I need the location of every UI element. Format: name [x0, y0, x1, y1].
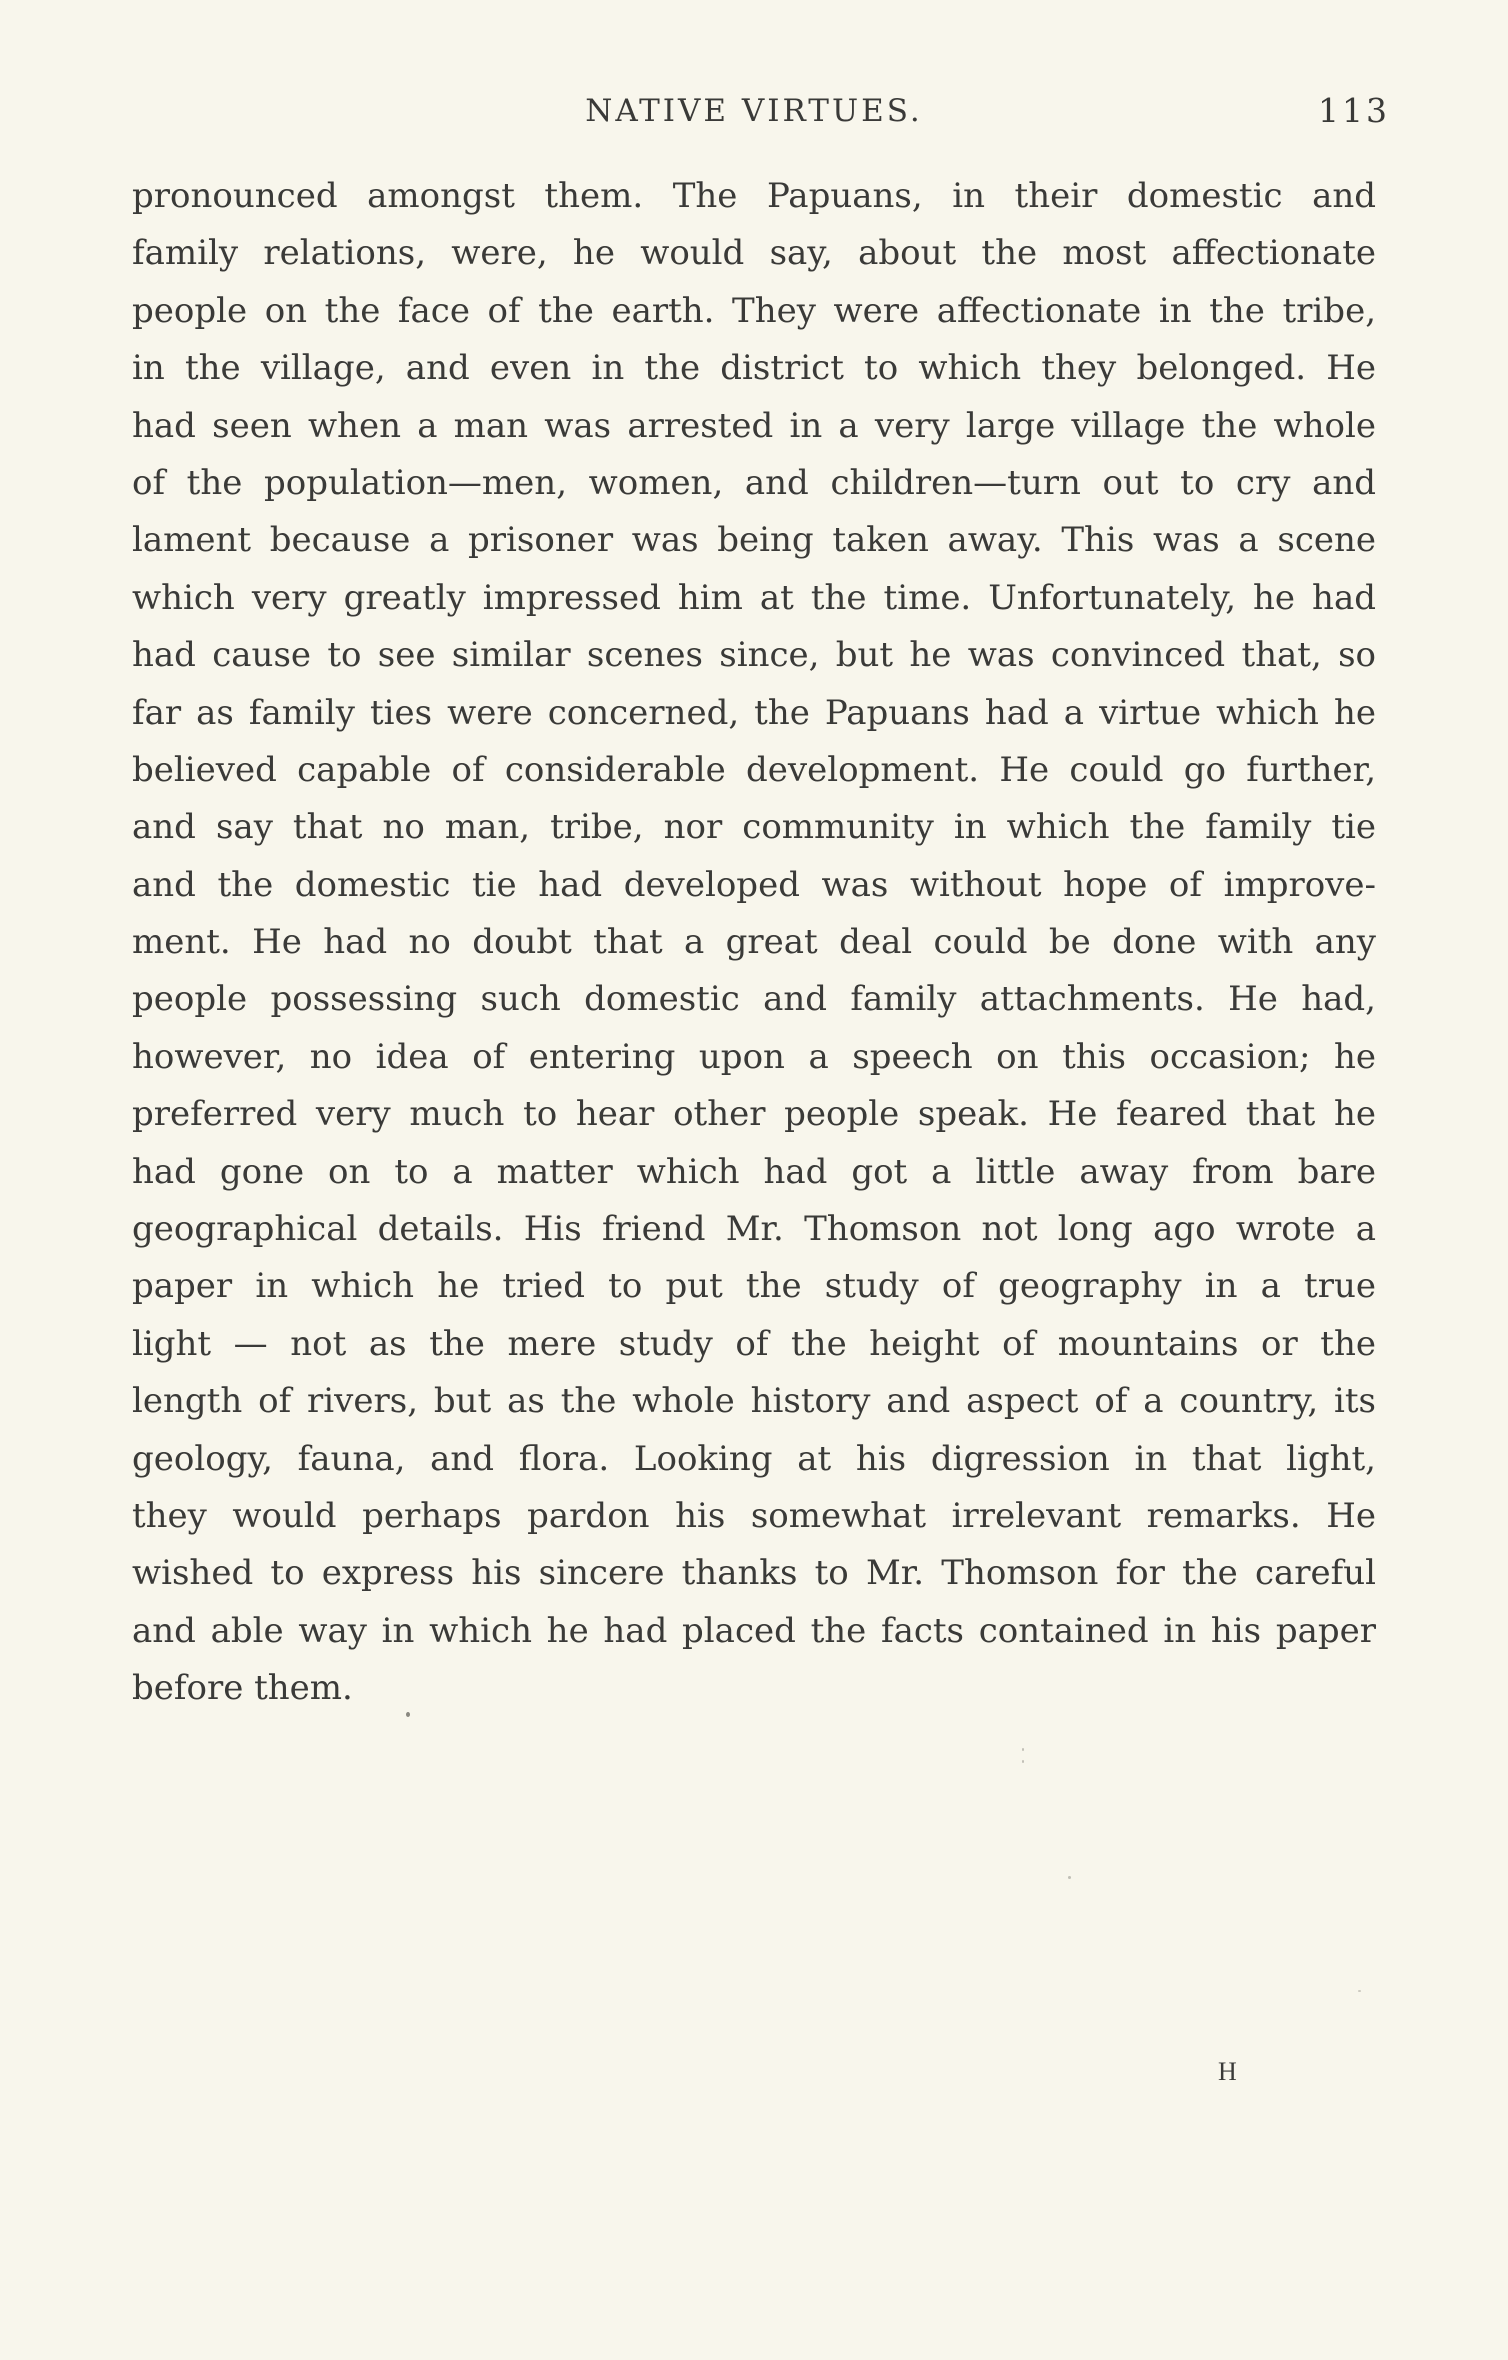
text-line: had cause to see similar scenes since, but he was convinced that, so — [132, 635, 1376, 676]
body-text — [132, 168, 1376, 1718]
text-line: believed capable of considerable development. He could go further, — [132, 749, 1376, 790]
paper-speck — [1358, 1990, 1361, 1992]
text-line: in the village, and even in the district to which they belonged. He — [132, 348, 1376, 389]
text-line: had seen when a man was arrested in a very large village the whole — [132, 405, 1376, 446]
paper-speck — [1068, 1876, 1071, 1879]
text-line: of the population—men, women, and children—turn out to cry and — [132, 462, 1376, 503]
text-line: ment. He had no doubt that a great deal could be done with any — [132, 922, 1376, 963]
text-line: people on the face of the earth. They were affectionate in the tribe, — [132, 290, 1376, 331]
text-line: they would perhaps pardon his somewhat irrelevant remarks. He — [132, 1495, 1376, 1536]
text-line: far as family ties were concerned, the Papuans had a virtue which he — [132, 692, 1376, 733]
text-line: and say that no man, tribe, nor community in which the family tie — [132, 807, 1376, 848]
paper-speck — [1022, 1760, 1024, 1763]
text-line: which very greatly impressed him at the time. Unfortunately, he had — [132, 577, 1376, 618]
running-title: NATIVE VIRTUES. — [585, 93, 923, 129]
text-line: geographical details. His friend Mr. Thomson not long ago wrote a — [132, 1209, 1376, 1250]
text-line: and able way in which he had placed the facts contained in his paper — [132, 1610, 1376, 1651]
text-line: pronounced amongst them. The Papuans, in their domestic and — [132, 176, 1376, 216]
paper-speck — [406, 1712, 410, 1717]
text-line: however, no idea of entering upon a speech on this occasion; he — [132, 1036, 1376, 1077]
text-line: lament because a prisoner was being taken away. This was a scene — [132, 520, 1376, 561]
running-head — [0, 86, 1508, 136]
text-line: geology, fauna, and flora. Looking at his digression in that light, — [132, 1438, 1376, 1479]
text-line: family relations, were, he would say, about the most affectionate — [132, 233, 1376, 274]
text-line: people possessing such domestic and family attachments. He had, — [132, 979, 1376, 1020]
text-line: wished to express his sincere thanks to Mr. Thomson for the careful — [132, 1553, 1376, 1594]
text-line: and the domestic tie had developed was without hope of improve- — [132, 864, 1376, 905]
page-number: 113 — [1318, 91, 1390, 130]
paper-speck — [1022, 1748, 1024, 1751]
signature-mark: H — [1218, 2057, 1237, 2086]
text-line: light — not as the mere study of the height of mountains or the — [132, 1323, 1376, 1364]
text-line: length of rivers, but as the whole history and aspect of a country, its — [132, 1381, 1376, 1422]
text-line: before them. — [132, 1668, 353, 1709]
text-line: preferred very much to hear other people speak. He feared that he — [132, 1094, 1376, 1135]
text-line: had gone on to a matter which had got a little away from bare — [132, 1151, 1376, 1192]
text-line: paper in which he tried to put the study of geography in a true — [132, 1266, 1376, 1307]
